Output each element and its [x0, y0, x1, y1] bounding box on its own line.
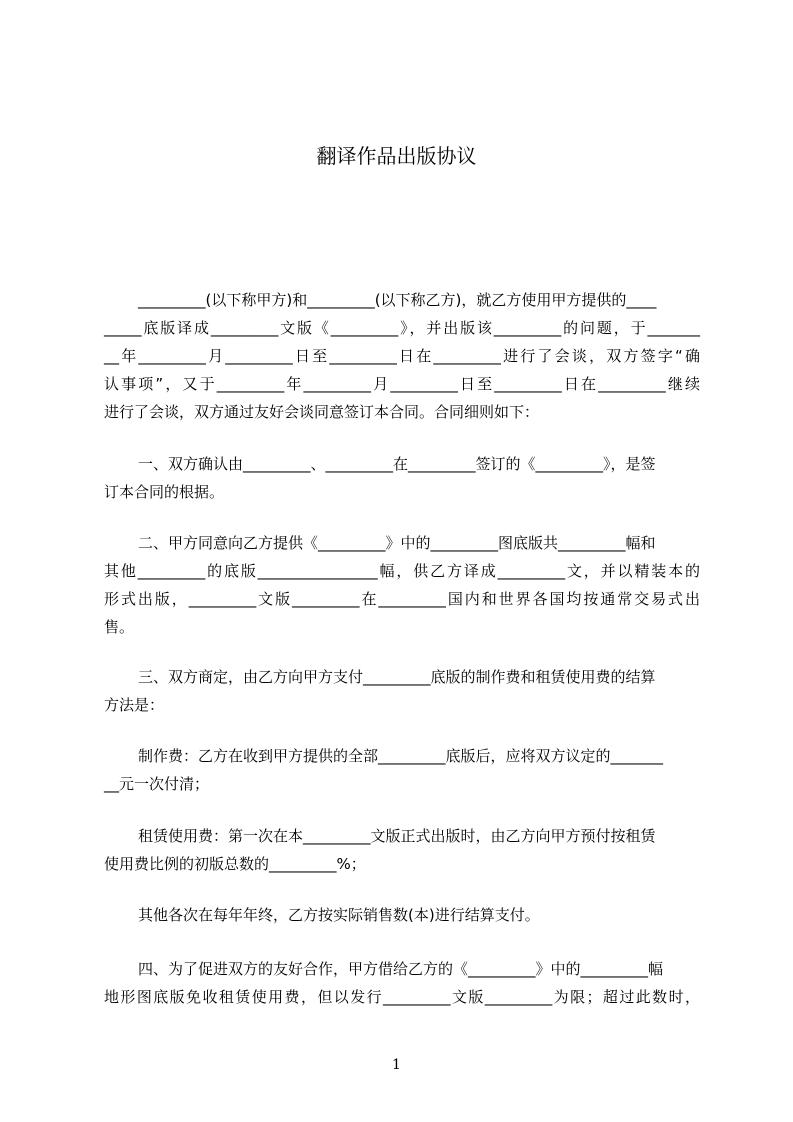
page-number: 1	[392, 1057, 401, 1073]
production-fee-line-1: 制作费：乙方在收到甲方提供的全部_________底版后，应将双方议定的_______	[138, 747, 664, 765]
preamble-line-1: _________(以下称甲方)和_________(以下称乙方)，就乙方使用甲方提供的____	[138, 291, 657, 309]
clause-2-line-2: 其他_________的底版________________幅，供乙方译成_________文，并以精装本的	[104, 562, 700, 580]
clause-3-line-2: 方法是：	[104, 696, 165, 714]
preamble-line-3: __年_________月_________日至_________日在_________进行了会谈，双方签字“确	[104, 347, 700, 365]
production-fee-line-2: __元一次付清；	[104, 775, 210, 793]
clause-2-line-3: 形式出版，_________文版_________在_________国内和世界各国均按通常交易式出	[104, 590, 700, 608]
rental-fee-line-2: 使用费比例的初版总数的_________%；	[104, 855, 366, 873]
preamble-line-4: 认事项”，又于_________年_________月_________日至_________日在_________继续	[104, 375, 700, 393]
rental-fee-line-1: 租赁使用费：第一次在本_________文版正式出版时，由乙方向甲方预付按租赁	[138, 827, 656, 845]
clause-2-line-1: 二、甲方同意向乙方提供《_________》中的_________图底版共_________幅和	[138, 534, 656, 552]
clause-4-line-2: 地形图底版免收租赁使用费，但以发行_________文版_________为限；超过此数时，	[104, 988, 700, 1006]
preamble-line-2: _____底版译成_________文版《_________》，并出版该_________的问题，于_______	[104, 319, 700, 337]
document-title: 翻译作品出版协议	[316, 144, 477, 168]
clause-2-line-4: 售。	[104, 618, 135, 636]
clause-3-line-1: 三、双方商定，由乙方向甲方支付_________底版的制作费和租赁使用费的结算	[138, 668, 656, 686]
clause-1-line-1: 一、双方确认由_________、_________在_________签订的《_________》，是签	[138, 455, 656, 473]
preamble-line-5: 进行了会谈，双方通过友好会谈同意签订本合同。合同细则如下：	[104, 403, 540, 421]
clause-1-line-2: 订本合同的根据。	[104, 483, 225, 501]
clause-4-line-1: 四、为了促进双方的友好合作，甲方借给乙方的《_________》中的_________幅	[138, 960, 664, 978]
other-payments-line: 其他各次在每年年终，乙方按实际销售数(本)进行结算支付。	[138, 906, 540, 924]
